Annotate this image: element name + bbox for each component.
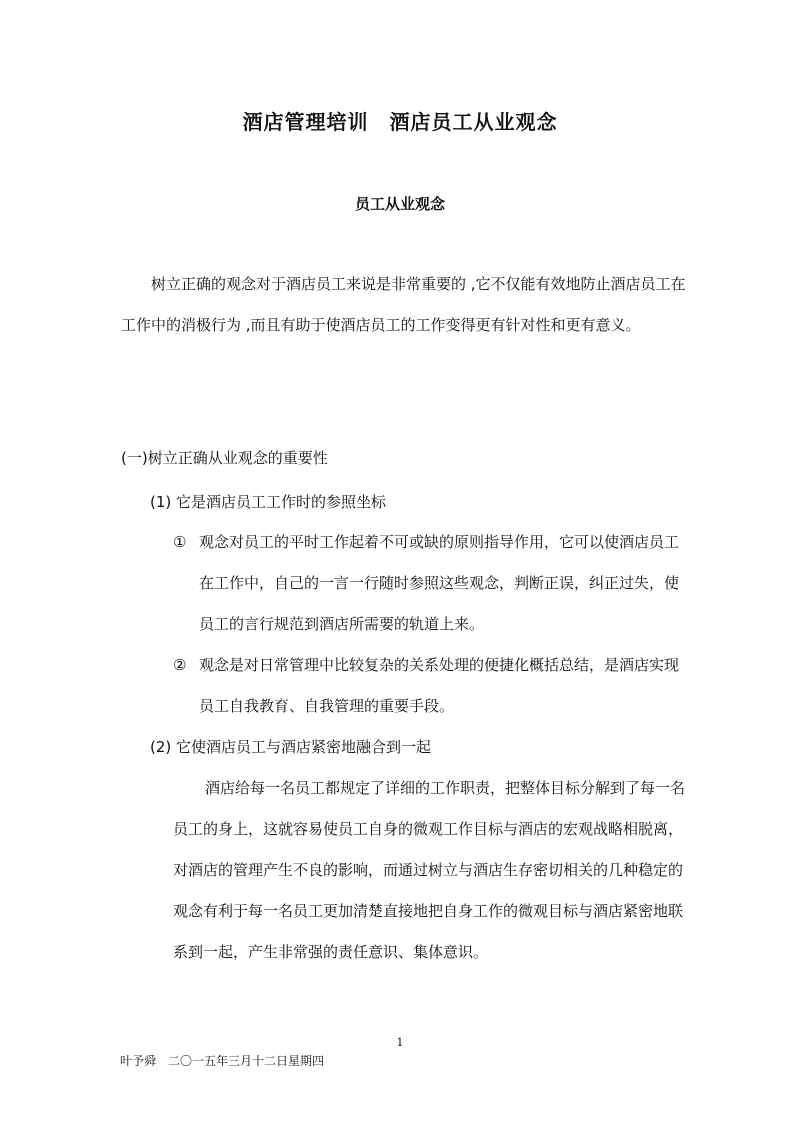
item-text: 观念是对日常管理中比较复杂的关系处理的便捷化概括总结，是酒店实现员工自我教育、自我管理的重要手段。	[199, 656, 680, 715]
subsection-heading-1: (1) 它是酒店员工工作时的参照坐标	[150, 493, 387, 511]
section-heading: (一)树立正确从业观念的重要性	[121, 449, 328, 467]
document-subtitle: 员工从业观念	[354, 195, 445, 213]
page-number: 1	[396, 1036, 404, 1049]
intro-paragraph: 树立正确的观念对于酒店员工来说是非常重要的 ,它不仅能有效地防止酒店员工在工作中的消极行为 ,而且有助于使酒店员工的工作变得更有针对性和更有意义。	[121, 275, 686, 334]
item-number: ①	[173, 533, 187, 551]
list-item-1	[173, 522, 685, 645]
item-text: 观念对员工的平时工作起着不可或缺的原则指导作用，它可以使酒店员工在工作中，自己的一言一行随时参照这些观念，判断正误，纠正过失，使员工的言行规范到酒店所需要的轨道上来。	[199, 533, 680, 633]
document-title: 酒店管理培训 酒店员工从业观念	[242, 110, 558, 134]
subsection-heading-2: (2) 它使酒店员工与酒店紧密地融合到一起	[150, 738, 432, 756]
footer-author-date: 叶予舜 二〇一五年三月十二日星期四	[120, 1054, 325, 1068]
subsection-paragraph: 酒店给每一名员工都规定了详细的工作职责，把整体目标分解到了每一名员工的身上，这就容易使员工自身的微观工作目标与酒店的宏观战略相脱离，对酒店的管理产生不良的影响，而通过树立与酒店生存密切相关的几种稳定的观念有利于每一名员工更加清楚直接地把自身工作的微观目标与酒店紧密地联系到一起，产生非常强的责任意识、集体意识。	[173, 779, 686, 961]
item-number: ②	[173, 656, 187, 674]
list-item-2	[173, 645, 685, 727]
